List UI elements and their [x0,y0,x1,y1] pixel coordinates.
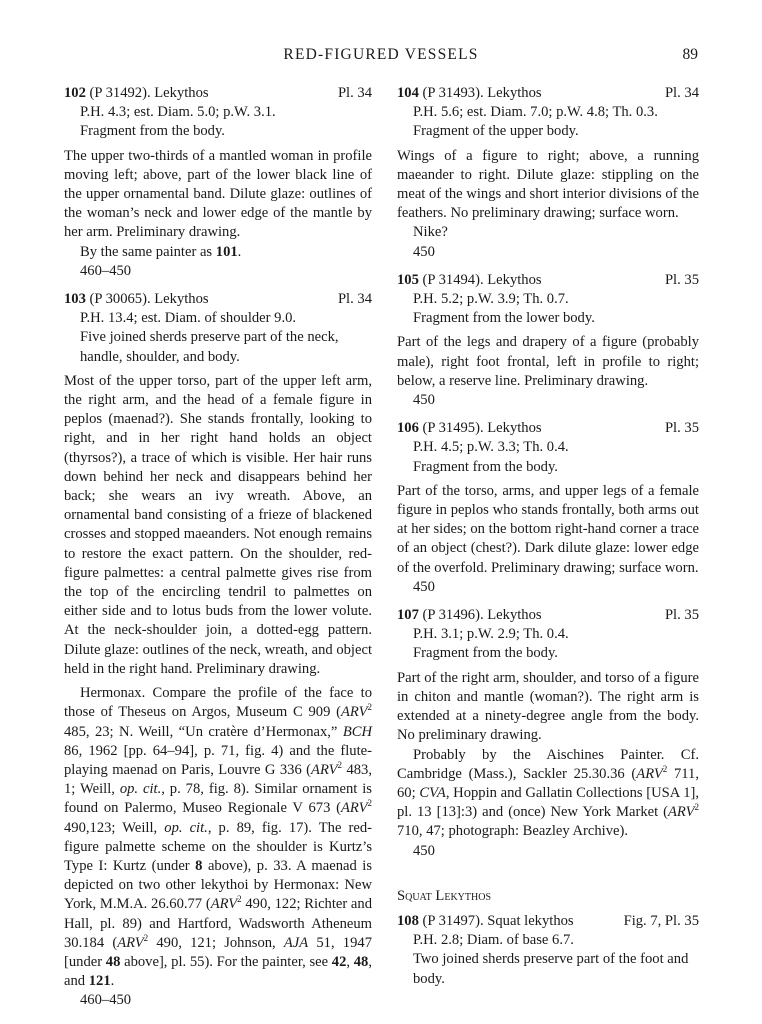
entry-heading [397,606,699,625]
comment-text: 86, 1962 [pp. 64–94], p. 71, fig. 4) and the flute-playing maenad on Paris, Louvre G 336 ( [64,742,372,778]
entry-inventory: (P 31493). Lekythos [418,85,542,101]
entry-ref: 121 [88,973,111,990]
entry-number: 103 [64,291,86,308]
comment-text: Probably by the Aischines Painter. Cf. Cambridge (Mass.), Sackler 25.30.36 ( [397,746,699,782]
preservation: Two joined sherds preserve part of the foot and body. [413,951,689,987]
comment-text: 483, 1; Weill, [64,761,373,798]
comment-text: 711, 60; [397,765,699,801]
date: 460–450 [80,992,132,1009]
ref-sup: 2 [662,763,668,774]
entry-ref: 8 [195,857,203,874]
description: Most of the upper torso, part of the upper left arm, the right arm, and the head of a female figure in peplos (maenad?). She stands frontally, looking to right, and in her right hand holds an object (thyrsos?), a trace of which is visible. Her hair runs down behind her neck and disappears behind her back; she wears an ivy wreath. Above, an ornamental band consisting of a frieze of blackened crosses and stopped maeanders. Not enough remains to restore the exact pattern. On the shoulder, red-figure palmettes: a central palmette gives rise from the top of the encircling tendril to palmettes on either side and to lotus buds from the lower volute. At the neck-shoulder join, a dotted-egg pattern. Dilute glaze: outlines of the neck, wreath, and object held in the right hand. Preliminary drawing. [64,372,372,677]
ref-arv: ARV [668,804,695,821]
date: 450 [413,243,435,260]
comment-text: , p. 78, fig. 8). Similar ornament is found on Palermo, Museo Regionale V 673 ( [64,781,372,817]
entry-108 [397,912,699,989]
comment-text: Hermonax. Compare the profile of the face to those of Theseus on Argos, Museum C 909 ( [64,685,372,721]
comment-text: , Hoppin and Gallatin Collections [USA 1], pl. 13 [13]:3) and (once) New York Market ( [397,784,700,821]
ref-arv: ARV [341,704,368,721]
entry-heading [397,271,699,290]
description: Wings of a figure to right; above, a running maeander to right. Dilute glaze: stippling on the meat of the wings and short interior divisions of the feathers. No preliminary drawing; surface worn. [397,147,699,222]
comment-sep: , and [64,953,372,990]
entry-id [64,290,209,309]
entry-id [397,271,542,290]
entry-ref: 42 [331,953,347,970]
note: Nike? [413,224,448,241]
attribution-text: By the same painter as [80,243,216,260]
ref-arv: ARV [210,896,238,913]
entry-103 [64,290,372,1011]
commentary [397,746,699,842]
ref-sup: 2 [367,702,372,713]
section-heading: Squat Lekythos [397,887,492,904]
dimensions: P.H. 3.1; p.W. 2.9; Th. 0.4. [413,626,569,643]
entry-inventory: (P 31497). Squat lekythos [418,912,574,929]
attribution-end: . [237,243,242,260]
plate-ref: Pl. 35 [664,607,699,624]
running-title: RED-FIGURED VESSELS [283,46,479,63]
entry-number: 104 [397,85,419,101]
description: Part of the legs and drapery of a figure (probably male), right foot frontal, left in profile to right; below, a reserve line. Preliminary drawing. [397,334,699,389]
description: The upper two-thirds of a mantled woman in profile moving left; above, part of the lower black line of the upper ornamental band. Dilute glaze: outlines of the woman’s neck and lower edge of the mantle by her arm. Preliminary drawing. [64,147,372,241]
entry-id [397,84,542,103]
date: 450 [413,392,435,409]
ref-opcit: op. cit. [119,781,162,798]
date: 450 [413,578,435,595]
entry-104 [397,84,699,262]
comment-text: 710, 47; photograph: Beazley Archive). [397,823,629,840]
entry-inventory: (P 31495). Lekythos [418,420,542,437]
left-column [64,84,372,1011]
ref-sup: 2 [143,932,149,943]
running-head [64,46,698,68]
right-column [397,84,699,989]
entry-number: 106 [397,420,419,437]
ref-sup: 2 [367,798,372,809]
dimensions: P.H. 2.8; Diam. of base 6.7. [413,932,574,949]
page-number: 89 [682,46,698,63]
plate-ref: Pl. 35 [664,420,699,437]
entry-107 [397,606,699,861]
entry-id [397,606,542,625]
preservation: Fragment of the upper body. [413,123,579,140]
entry-ref: 48 [105,953,121,970]
comment-text: above], pl. 55). For the painter, see [120,953,332,970]
plate-ref: Pl. 34 [664,85,699,101]
ref-cva: CVA [419,784,446,801]
date: 450 [413,842,435,859]
ref-arv: ARV [636,765,663,782]
comment-end: . [110,973,115,990]
entry-inventory: (P 31496). Lekythos [418,607,542,624]
plate-ref: Fig. 7, Pl. 35 [623,912,699,929]
dimensions: P.H. 13.4; est. Diam. of shoulder 9.0. [80,310,297,327]
entry-heading [397,84,699,103]
ref-arv: ARV [117,934,144,951]
entry-inventory: (P 31494). Lekythos [418,271,542,288]
commentary [64,684,372,991]
entry-heading [397,419,699,438]
ref-aja: AJA [283,934,309,951]
entry-number: 108 [397,912,419,929]
entry-105 [397,271,699,410]
ref-arv: ARV [341,800,368,817]
entry-inventory: (P 30065). Lekythos [85,291,209,308]
entry-ref: 48 [353,953,369,970]
preservation: Fragment from the body. [413,645,558,662]
comment-text: 490, 122; Richter and Hall, pl. 89) and Hartford, Wadsworth Atheneum 30.184 ( [64,896,373,951]
entry-id [64,84,209,103]
preservation: Fragment from the body. [413,458,558,475]
ref-sup: 2 [694,802,699,813]
comment-sep: , [346,953,354,970]
entry-id [397,419,542,438]
entry-inventory: (P 31492). Lekythos [85,85,209,101]
entry-number: 107 [397,607,419,624]
preservation: Fragment from the body. [80,123,225,140]
plate-ref: Pl. 34 [337,291,372,308]
dimensions: P.H. 5.6; est. Diam. 7.0; p.W. 4.8; Th. 0.3. [413,104,658,121]
comment-text: , p. 89, fig. 17). The red-figure palmette scheme on the shoulder is Kurtz’s Type I: Kurtz (under [64,819,372,874]
date: 460–450 [80,262,132,279]
entry-heading [64,290,372,309]
entry-number: 102 [64,85,86,101]
entry-id [397,912,574,931]
ref-arv: ARV [311,761,338,778]
preservation: Fragment from the lower body. [413,310,595,327]
plate-ref: Pl. 35 [664,271,699,288]
ref-opcit: op. cit. [164,819,208,836]
dimensions: P.H. 5.2; p.W. 3.9; Th. 0.7. [413,291,569,308]
comment-text: 490, 121; Johnson, [148,934,284,951]
comment-text: 51, 1947 [under [64,934,372,970]
comment-text: 490,123; Weill, [64,819,165,836]
entry-number: 105 [397,271,419,288]
entry-heading [397,912,699,931]
entry-ref: 101 [215,243,238,260]
comment-text: above), p. 33. A maenad is depicted on two other lekythoi by Hermonax: New York, M.M.A. 26.60.77 ( [64,857,372,913]
attribution [64,243,372,262]
ref-sup: 2 [337,760,343,771]
comment-text: 485, 23; N. Weill, “Un cratère d’Hermonax,” [64,723,343,740]
entry-102 [64,84,372,281]
description: Part of the torso, arms, and upper legs of a female figure in peplos who stands frontally, both arms out at her sides; on the bottom right-hand corner a trace of an object (chest?). Dark dilute glaze: lower edge of the overfold. Preliminary drawing; surface worn. [397,482,699,576]
entry-106 [397,419,699,597]
entry-heading [64,84,372,103]
description: Part of the right arm, shoulder, and torso of a figure in chiton and mantle (woman?). The right arm is extended at a ninety-degree angle from the body. No preliminary drawing. [397,669,699,744]
dimensions: P.H. 4.5; p.W. 3.3; Th. 0.4. [413,439,569,456]
ref-sup: 2 [237,894,242,905]
dimensions: P.H. 4.3; est. Diam. 5.0; p.W. 3.1. [80,104,276,121]
ref-bch: BCH [342,723,372,740]
preservation: Five joined sherds preserve part of the neck, handle, shoulder, and body. [80,329,339,365]
plate-ref: Pl. 34 [337,85,372,101]
